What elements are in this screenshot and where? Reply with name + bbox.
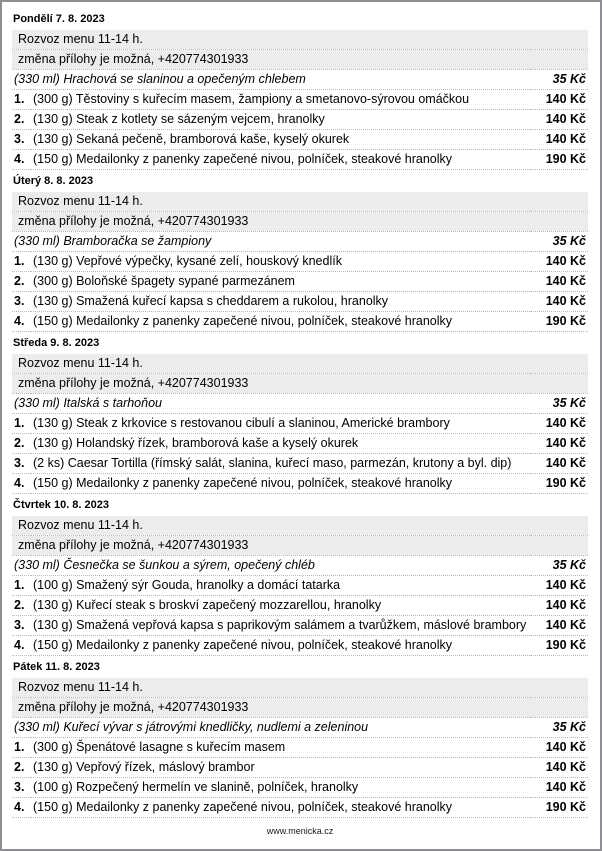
- item-number: 1.: [12, 576, 31, 596]
- item-number: 3.: [12, 778, 31, 798]
- item-price: 140 Kč: [530, 454, 588, 474]
- item-name: (2 ks) Caesar Tortilla (římský salát, slanina, kuřecí maso, parmezán, krutony a byl. dip): [31, 454, 530, 474]
- delivery-info-text: Rozvoz menu 11-14 h.: [12, 30, 588, 50]
- menu-item-row: [12, 474, 588, 494]
- day-header: Úterý 8. 8. 2023: [13, 175, 94, 187]
- footer-url: www.menicka.cz: [266, 826, 334, 836]
- item-price: 190 Kč: [530, 312, 588, 332]
- delivery-info-row: [12, 516, 588, 536]
- menu-item-row: [12, 252, 588, 272]
- menu-table: [12, 30, 588, 170]
- menu-item-row: [12, 738, 588, 758]
- item-price: 140 Kč: [530, 758, 588, 778]
- item-name: (130 g) Steak z krkovice s restovanou cibulí a slaninou, Americké brambory: [31, 414, 530, 434]
- menu-item-row: [12, 778, 588, 798]
- day-section-thursday: [12, 494, 588, 656]
- day-section-wednesday: [12, 332, 588, 494]
- item-name: (130 g) Vepřový řízek, máslový brambor: [31, 758, 530, 778]
- item-price: 140 Kč: [530, 576, 588, 596]
- item-number: 3.: [12, 454, 31, 474]
- item-name: (300 g) Boloňské špagety sypané parmezánem: [31, 272, 530, 292]
- soup-name: (330 ml) Hrachová se slaninou a opečeným chlebem: [12, 70, 530, 90]
- menu-table: [12, 678, 588, 818]
- soup-price: 35 Kč: [530, 232, 588, 252]
- menu-item-row: [12, 414, 588, 434]
- item-price: 140 Kč: [530, 130, 588, 150]
- delivery-info-row: [12, 50, 588, 70]
- item-number: 3.: [12, 292, 31, 312]
- item-number: 1.: [12, 252, 31, 272]
- soup-row: [12, 718, 588, 738]
- item-price: 140 Kč: [530, 434, 588, 454]
- item-name: (300 g) Těstoviny s kuřecím masem, žampiony a smetanovo-sýrovou omáčkou: [31, 90, 530, 110]
- menu-table: [12, 354, 588, 494]
- delivery-info-row: [12, 192, 588, 212]
- item-number: 2.: [12, 434, 31, 454]
- item-name: (130 g) Holandský řízek, bramborová kaše a kyselý okurek: [31, 434, 530, 454]
- item-number: 2.: [12, 758, 31, 778]
- delivery-info-text: změna přílohy je možná, +420774301933: [12, 212, 588, 232]
- menu-item-row: [12, 292, 588, 312]
- menu-item-row: [12, 798, 588, 818]
- delivery-info-row: [12, 678, 588, 698]
- soup-price: 35 Kč: [530, 394, 588, 414]
- menu-item-row: [12, 596, 588, 616]
- delivery-info-text: změna přílohy je možná, +420774301933: [12, 374, 588, 394]
- item-price: 190 Kč: [530, 150, 588, 170]
- delivery-info-text: změna přílohy je možná, +420774301933: [12, 536, 588, 556]
- menu-item-row: [12, 636, 588, 656]
- item-name: (300 g) Špenátové lasagne s kuřecím masem: [31, 738, 530, 758]
- item-number: 4.: [12, 474, 31, 494]
- item-number: 4.: [12, 150, 31, 170]
- delivery-info-row: [12, 30, 588, 50]
- soup-price: 35 Kč: [530, 718, 588, 738]
- item-price: 140 Kč: [530, 292, 588, 312]
- item-name: (130 g) Kuřecí steak s broskví zapečený mozzarellou, hranolky: [31, 596, 530, 616]
- menu-item-row: [12, 312, 588, 332]
- delivery-info-row: [12, 536, 588, 556]
- soup-row: [12, 70, 588, 90]
- item-number: 4.: [12, 798, 31, 818]
- item-price: 140 Kč: [530, 252, 588, 272]
- soup-name: (330 ml) Italská s tarhoňou: [12, 394, 530, 414]
- item-name: (150 g) Medailonky z panenky zapečené nivou, polníček, steakové hranolky: [31, 474, 530, 494]
- item-number: 2.: [12, 596, 31, 616]
- menu-item-row: [12, 616, 588, 636]
- day-section-friday: [12, 656, 588, 818]
- day-header: Pátek 11. 8. 2023: [13, 661, 100, 673]
- day-header: Čtvrtek 10. 8. 2023: [13, 499, 110, 511]
- item-price: 190 Kč: [530, 798, 588, 818]
- soup-row: [12, 394, 588, 414]
- item-price: 140 Kč: [530, 272, 588, 292]
- item-price: 140 Kč: [530, 90, 588, 110]
- item-name: (100 g) Smažený sýr Gouda, hranolky a domácí tatarka: [31, 576, 530, 596]
- soup-price: 35 Kč: [530, 556, 588, 576]
- menu-item-row: [12, 90, 588, 110]
- menu-item-row: [12, 150, 588, 170]
- soup-row: [12, 232, 588, 252]
- item-number: 1.: [12, 90, 31, 110]
- item-number: 4.: [12, 636, 31, 656]
- item-number: 2.: [12, 272, 31, 292]
- day-header: Středa 9. 8. 2023: [13, 337, 100, 349]
- item-number: 1.: [12, 414, 31, 434]
- item-price: 190 Kč: [530, 474, 588, 494]
- item-number: 4.: [12, 312, 31, 332]
- menu-table: [12, 516, 588, 656]
- delivery-info-row: [12, 698, 588, 718]
- menu-item-row: [12, 758, 588, 778]
- item-name: (130 g) Sekaná pečeně, bramborová kaše, kyselý okurek: [31, 130, 530, 150]
- day-section-tuesday: [12, 170, 588, 332]
- item-name: (130 g) Vepřové výpečky, kysané zelí, houskový knedlík: [31, 252, 530, 272]
- menu-table: [12, 192, 588, 332]
- item-price: 140 Kč: [530, 778, 588, 798]
- item-name: (150 g) Medailonky z panenky zapečené nivou, polníček, steakové hranolky: [31, 636, 530, 656]
- soup-name: (330 ml) Česnečka se šunkou a sýrem, opečený chléb: [12, 556, 530, 576]
- day-section-monday: [12, 8, 588, 170]
- item-price: 140 Kč: [530, 616, 588, 636]
- menu-item-row: [12, 110, 588, 130]
- delivery-info-row: [12, 354, 588, 374]
- delivery-info-text: Rozvoz menu 11-14 h.: [12, 354, 588, 374]
- soup-price: 35 Kč: [530, 70, 588, 90]
- item-name: (150 g) Medailonky z panenky zapečené nivou, polníček, steakové hranolky: [31, 150, 530, 170]
- item-name: (130 g) Steak z kotlety se sázeným vejcem, hranolky: [31, 110, 530, 130]
- item-price: 140 Kč: [530, 110, 588, 130]
- item-name: (150 g) Medailonky z panenky zapečené nivou, polníček, steakové hranolky: [31, 798, 530, 818]
- item-price: 190 Kč: [530, 636, 588, 656]
- item-name: (150 g) Medailonky z panenky zapečené nivou, polníček, steakové hranolky: [31, 312, 530, 332]
- delivery-info-text: změna přílohy je možná, +420774301933: [12, 698, 588, 718]
- soup-row: [12, 556, 588, 576]
- day-header: Pondělí 7. 8. 2023: [13, 13, 105, 25]
- delivery-info-text: změna přílohy je možná, +420774301933: [12, 50, 588, 70]
- delivery-info-text: Rozvoz menu 11-14 h.: [12, 192, 588, 212]
- item-price: 140 Kč: [530, 738, 588, 758]
- soup-name: (330 ml) Bramboračka se žampiony: [12, 232, 530, 252]
- item-number: 3.: [12, 616, 31, 636]
- item-number: 1.: [12, 738, 31, 758]
- delivery-info-row: [12, 374, 588, 394]
- item-name: (130 g) Smažená kuřecí kapsa s cheddarem a rukolou, hranolky: [31, 292, 530, 312]
- item-name: (100 g) Rozpečený hermelín ve slanině, polníček, hranolky: [31, 778, 530, 798]
- soup-name: (330 ml) Kuřecí vývar s játrovými knedličky, nudlemi a zeleninou: [12, 718, 530, 738]
- delivery-info-row: [12, 212, 588, 232]
- item-price: 140 Kč: [530, 414, 588, 434]
- menu-item-row: [12, 454, 588, 474]
- menu-item-row: [12, 272, 588, 292]
- menu-item-row: [12, 434, 588, 454]
- item-name: (130 g) Smažená vepřová kapsa s paprikovým salámem a tvarůžkem, máslové brambory: [31, 616, 530, 636]
- menu-item-row: [12, 576, 588, 596]
- delivery-info-text: Rozvoz menu 11-14 h.: [12, 678, 588, 698]
- item-price: 140 Kč: [530, 596, 588, 616]
- delivery-info-text: Rozvoz menu 11-14 h.: [12, 516, 588, 536]
- menu-item-row: [12, 130, 588, 150]
- item-number: 3.: [12, 130, 31, 150]
- item-number: 2.: [12, 110, 31, 130]
